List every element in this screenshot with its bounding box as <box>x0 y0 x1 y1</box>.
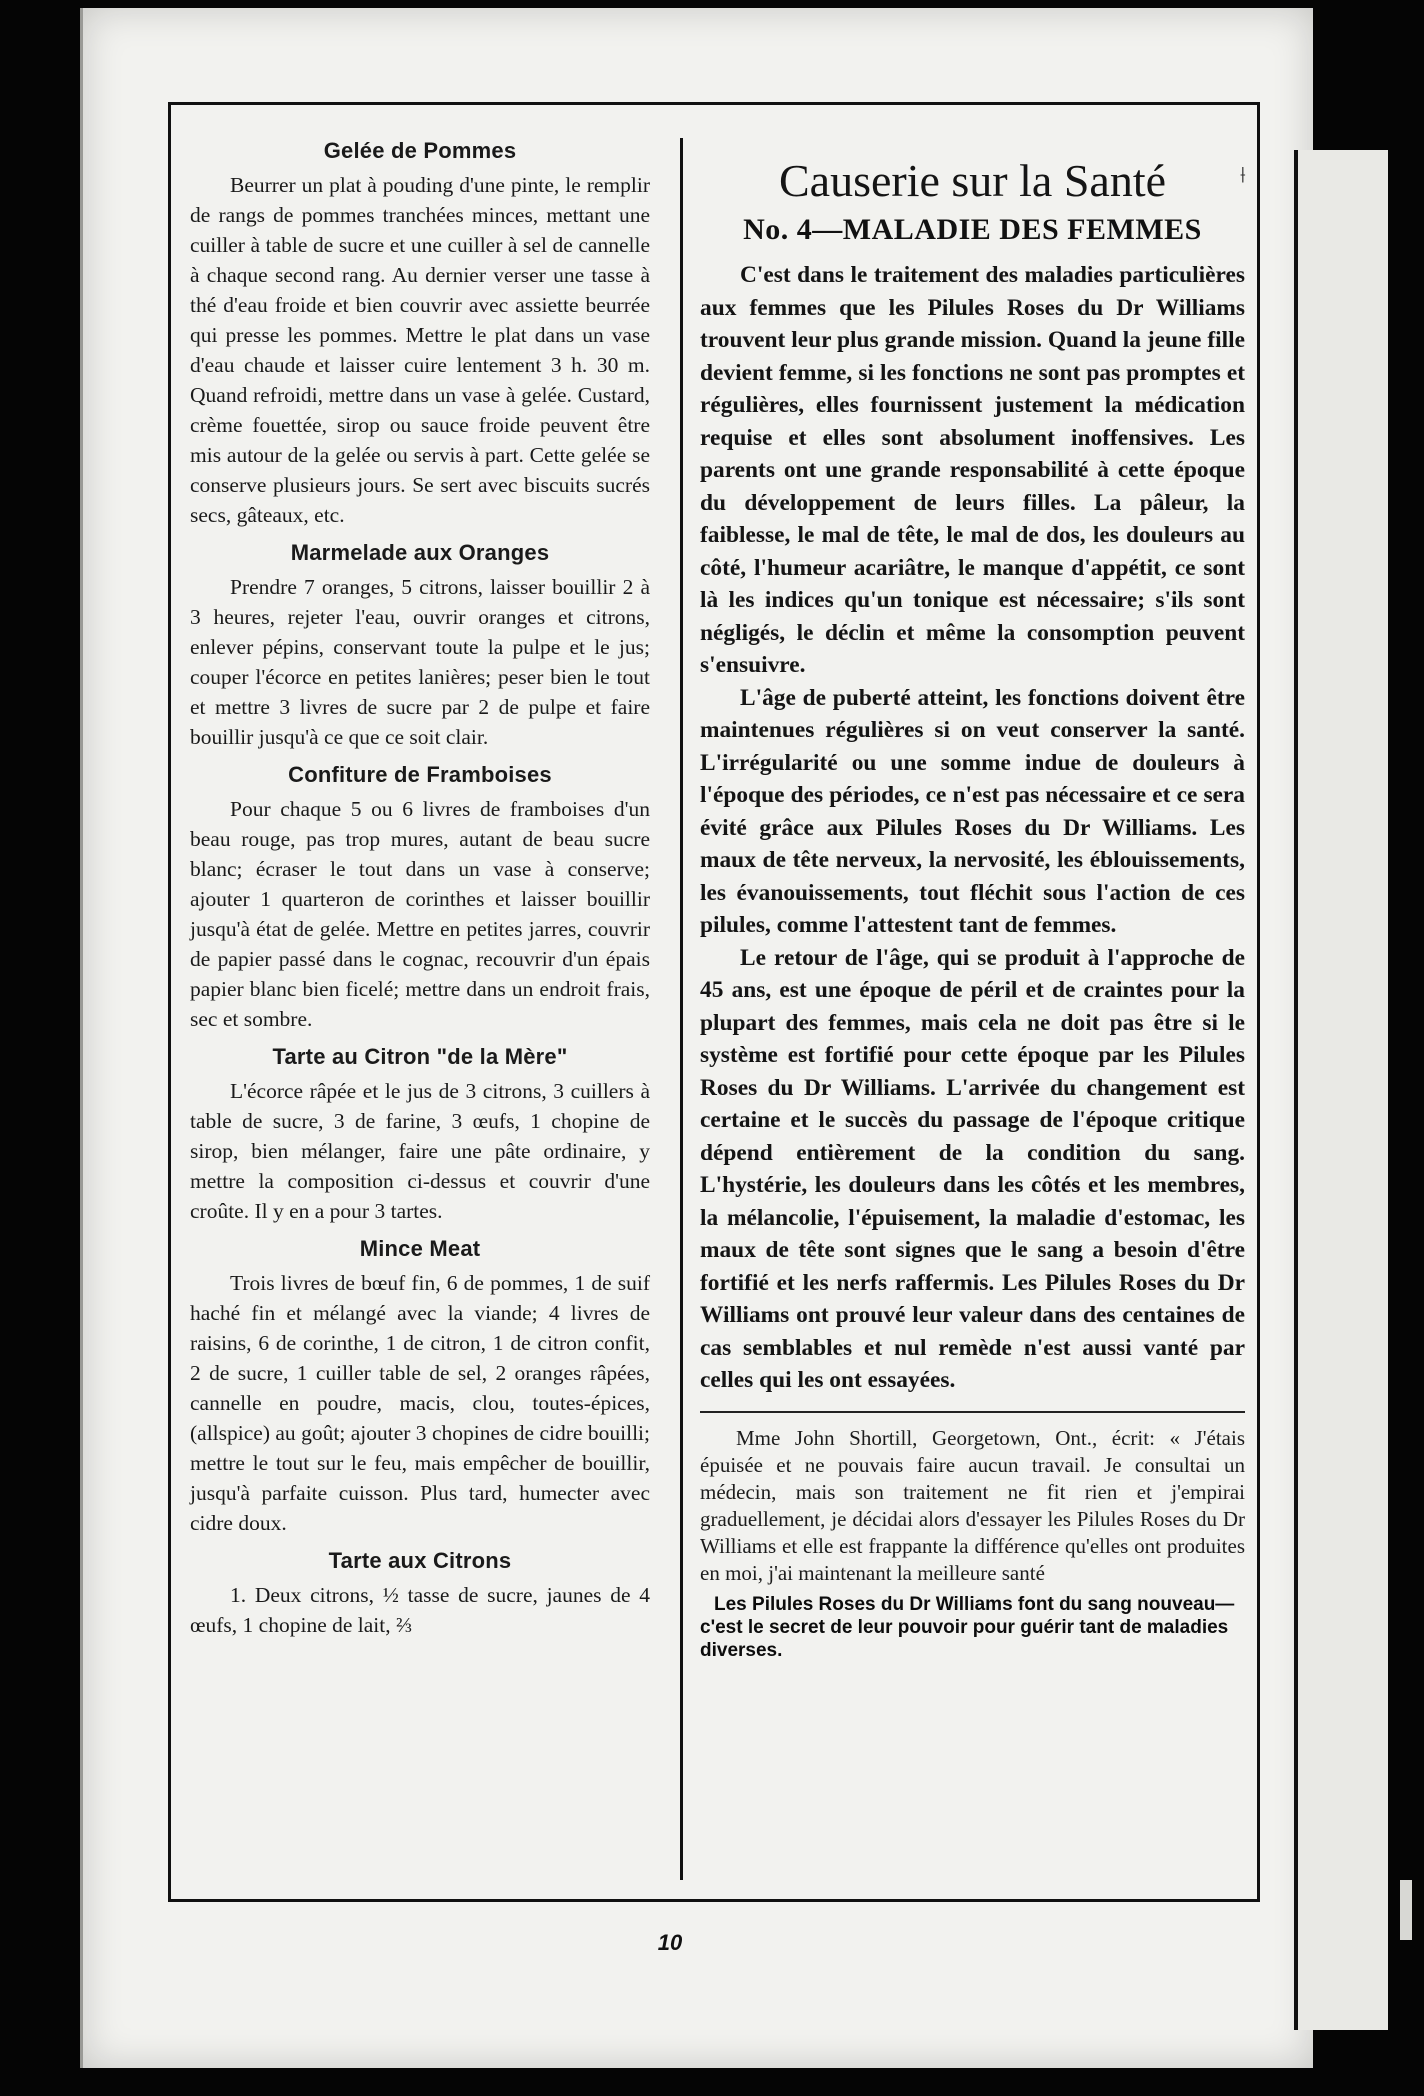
recipe-text: 1. Deux citrons, ½ tasse de sucre, jaunes de 4 œufs, 1 chopine de lait, ⅔ <box>190 1583 650 1637</box>
recipe-section <box>190 138 650 530</box>
recipes-column <box>190 128 650 1888</box>
recipe-text: L'écorce râpée et le jus de 3 citrons, 3 cuillers à table de sucre, 3 de farine, 3 œufs, 1 chopine de sirop, bien mélanger, faire une pâte ordinaire, y mettre la composition ci-dessus et couvrir d'une croûte. Il y en a pour 3 tartes. <box>190 1079 650 1223</box>
recipe-title: Mince Meat <box>359 1236 481 1261</box>
recipe-title: Tarte au Citron "de la Mère" <box>272 1044 568 1069</box>
recipe-title: Gelée de Pommes <box>323 138 517 163</box>
closing-slogan: Les Pilules Roses du Dr Williams font du sang nouveau—c'est le secret de leur pouvoir pour guérir tant de maladies diverses. <box>700 1593 1235 1661</box>
recipe-title: Confiture de Framboises <box>288 762 552 787</box>
section-rule <box>700 1411 1245 1413</box>
health-article-column <box>700 150 1245 1890</box>
article-paragraph: Le retour de l'âge, qui se produit à l'approche de 45 ans, est une époque de péril et de craintes pour la plupart des femmes, mais cela ne doit pas être si le système est fortifié pour cette époque par les Pilules Roses du Dr Williams. L'arrivée du changement est certaine et le succès du passage de l'époque critique dépend entièrement de la condition du sang. L'hystérie, les douleurs dans les côtés et les membres, la mélancolie, l'épuisement, la maladie d'estomac, les maux de tête sont signes que le sang a besoin d'être fortifié et les nerfs raffermis. Les Pilules Roses du Dr Williams ont prouvé leur valeur dans des centaines de cas semblables et nul remède n'est aussi vanté par celles qui les ont essayées. <box>700 944 1245 1393</box>
recipe-section <box>190 762 650 1034</box>
recipe-section <box>190 1044 650 1226</box>
recipe-section <box>190 1548 650 1640</box>
adjacent-page-mark <box>1400 1880 1412 1940</box>
testimonial-text: Mme John Shortill, Georgetown, Ont., écrit: « J'étais épuisée et ne pouvais faire aucun travail. Je consultai un médecin, mais son traitement ne fit rien et j'empirai graduellement, je décidai alors d'essayer les Pilules Roses du Dr Williams et elle est frappante la différence qu'elles ont produites en moi, j'ai maintenant la meilleure santé <box>700 1425 1245 1585</box>
article-title: Causerie sur la Santé <box>778 155 1167 206</box>
column-divider <box>680 138 683 1880</box>
article-paragraph: L'âge de puberté atteint, les fonctions doivent être maintenues régulières si on veut conserver la santé. L'irrégularité ou une somme indue de douleurs à l'époque des périodes, ce n'est pas nécessaire et ce sera évité grâce aux Pilules Roses du Dr Williams. Les maux de tête nerveux, la nervosité, les éblouissements, les évanouissements, tout fléchit sous l'action de ces pilules, comme l'attestent tant de femmes. <box>700 684 1245 938</box>
corner-mark: ⟊ <box>1240 162 1246 187</box>
recipe-text: Beurrer un plat à pouding d'une pinte, le remplir de rangs de pommes tranchées minces, mettant une cuiller à table de sucre et une cuiller à sel de cannelle à chaque second rang. Au dernier verser une tasse à thé d'eau froide et bien couvrir avec assiette beurrée qui presse les pommes. Mettre le plat dans un vase d'eau chaude et laisser cuire lentement 3 h. 30 m. Quand refroidi, mettre dans un vase à gelée. Custard, crème fouettée, sirop ou sauce froide peuvent être mis autour de la gelée ou servis à part. Cette gelée se conserve plusieurs jours. Se sert avec biscuits sucrés secs, gâteaux, etc. <box>190 173 650 527</box>
recipe-title: Marmelade aux Oranges <box>290 540 550 565</box>
article-subtitle: No. 4—MALADIE DES FEMMES <box>743 213 1202 246</box>
adjacent-page-edge <box>1294 150 1388 2030</box>
recipe-text: Prendre 7 oranges, 5 citrons, laisser bouillir 2 à 3 heures, rejeter l'eau, ouvrir oranges et citrons, enlever pépins, conservant toute la pulpe et le jus; couper l'écorce en petites lanières; peser bien le tout et mettre 3 livres de sucre par 2 de pulpe et faire bouillir jusqu'à ce que ce soit clair. <box>190 575 650 749</box>
recipe-text: Pour chaque 5 ou 6 livres de framboises d'un beau rouge, pas trop mures, autant de beau sucre blanc; écraser le tout dans un vase à conserve; ajouter 1 quarteron de corinthes et laisser bouillir jusqu'à état de gelée. Mettre en petites jarres, couvrir de papier passé dans le cognac, recouvrir d'un épais papier blanc bien ficelé; mettre dans un endroit frais, sec et sombre. <box>190 797 650 1031</box>
article-paragraph: C'est dans le traitement des maladies particulières aux femmes que les Pilules Roses du Dr Williams trouvent leur plus grande mission. Quand la jeune fille devient femme, si les fonctions ne sont pas promptes et régulières, elles fournissent justement la médication requise et elles sont absolument inoffensives. Les parents ont une grande responsabilité à cette époque du développement de leurs filles. La pâleur, la faiblesse, le mal de tête, le mal de dos, les douleurs au côté, l'humeur acariâtre, le manque d'appétit, ce sont là les indices qu'un tonique est nécessaire; s'ils sont négligés, le déclin et même la consomption peuvent s'ensuivre. <box>700 262 1245 678</box>
page-number: 10 <box>657 1930 683 1955</box>
recipe-text: Trois livres de bœuf fin, 6 de pommes, 1 de suif haché fin et mélangé avec la viande; 4 livres de raisins, 6 de corinthe, 1 de citron, 1 de citron confit, 2 de sucre, 1 cuiller table de sel, 2 oranges râpées, cannelle en poudre, macis, clou, toutes-épices, (allspice) au goût; ajouter 3 chopines de cidre bouilli; mettre le tout sur le feu, mais empêcher de bouillir, jusqu'à parfaite cuisson. Plus tard, humecter avec cidre doux. <box>190 1271 650 1535</box>
recipe-title: Tarte aux Citrons <box>328 1548 512 1573</box>
recipe-section <box>190 540 650 752</box>
recipe-section <box>190 1236 650 1538</box>
